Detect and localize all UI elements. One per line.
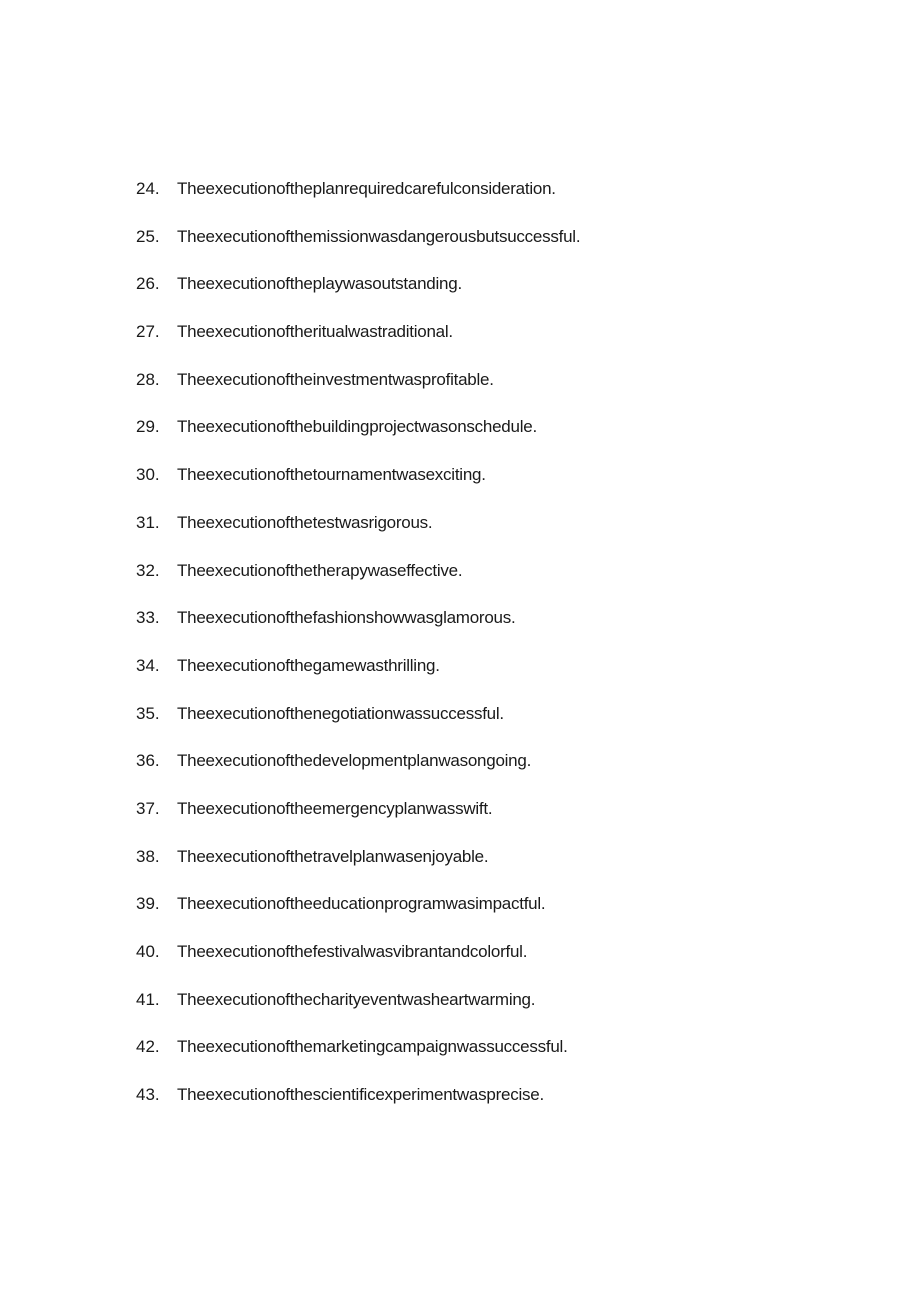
list-item xyxy=(136,510,580,558)
item-number: 33. xyxy=(136,608,160,628)
item-number: 35. xyxy=(136,703,160,723)
item-text: Theexecutionofthenegotiationwassuccessful. xyxy=(177,703,504,723)
list-item xyxy=(136,1034,580,1082)
item-text: Theexecutionofthebuildingprojectwasonschedule. xyxy=(177,417,537,437)
item-text: Theexecutionoftheplanrequiredcarefulconsideration. xyxy=(177,179,556,198)
item-text: Theexecutionofthedevelopmentplanwasongoing. xyxy=(177,751,532,771)
list-item xyxy=(136,367,580,415)
list-item xyxy=(136,844,580,892)
list-item xyxy=(136,939,580,987)
item-number: 28. xyxy=(136,369,160,389)
list-item xyxy=(136,653,580,701)
item-text: Theexecutionofthetravelplanwasenjoyable. xyxy=(177,846,489,866)
item-text: Theexecutionofthescientificexperimentwasprecise. xyxy=(177,1085,544,1105)
item-text: Theexecutionofthecharityeventwasheartwarming. xyxy=(177,989,536,1009)
item-number: 31. xyxy=(136,512,160,532)
numbered-sentence-list xyxy=(136,176,580,1130)
item-number: 42. xyxy=(136,1037,160,1057)
item-number: 32. xyxy=(136,560,160,580)
list-item xyxy=(136,271,580,319)
list-item xyxy=(136,987,580,1035)
item-text: Theexecutionofthefestivalwasvibrantandcolorful. xyxy=(177,942,528,961)
item-number: 36. xyxy=(136,751,160,771)
item-number: 40. xyxy=(136,942,160,961)
item-number: 29. xyxy=(136,417,160,437)
item-text: Theexecutionofthemissionwasdangerousbutsuccessful. xyxy=(177,226,581,246)
item-text: Theexecutionofthegamewasthrilling. xyxy=(177,655,440,675)
item-text: Theexecutionofthefashionshowwasglamorous. xyxy=(177,608,516,628)
item-number: 37. xyxy=(136,798,160,818)
item-text: Theexecutionoftheritualwastraditional. xyxy=(177,322,453,342)
item-text: Theexecutionoftheplaywasoutstanding. xyxy=(177,274,462,294)
item-number: 41. xyxy=(136,989,160,1009)
item-number: 27. xyxy=(136,322,160,342)
list-item xyxy=(136,796,580,844)
item-text: Theexecutionofthetherapywaseffective. xyxy=(177,560,463,580)
list-item xyxy=(136,414,580,462)
list-item xyxy=(136,1082,580,1130)
list-item xyxy=(136,558,580,606)
item-text: Theexecutionoftheemergencyplanwasswift. xyxy=(177,798,493,818)
list-item xyxy=(136,748,580,796)
list-item xyxy=(136,605,580,653)
item-text: Theexecutionofthemarketingcampaignwassuccessful. xyxy=(177,1037,568,1057)
list-item xyxy=(136,176,580,224)
item-number: 39. xyxy=(136,894,160,914)
item-text: Theexecutionoftheeducationprogramwasimpactful. xyxy=(177,894,546,914)
list-item xyxy=(136,462,580,510)
list-item xyxy=(136,701,580,749)
item-number: 30. xyxy=(136,465,160,485)
item-number: 43. xyxy=(136,1085,160,1105)
list-item xyxy=(136,224,580,272)
item-number: 24. xyxy=(136,179,160,198)
item-number: 25. xyxy=(136,226,160,246)
list-item xyxy=(136,319,580,367)
item-text: Theexecutionofthetestwasrigorous. xyxy=(177,512,433,532)
item-number: 38. xyxy=(136,846,160,866)
item-text: Theexecutionofthetournamentwasexciting. xyxy=(177,465,486,485)
item-number: 34. xyxy=(136,655,160,675)
list-item xyxy=(136,891,580,939)
item-number: 26. xyxy=(136,274,160,294)
item-text: Theexecutionoftheinvestmentwasprofitable. xyxy=(177,369,494,389)
